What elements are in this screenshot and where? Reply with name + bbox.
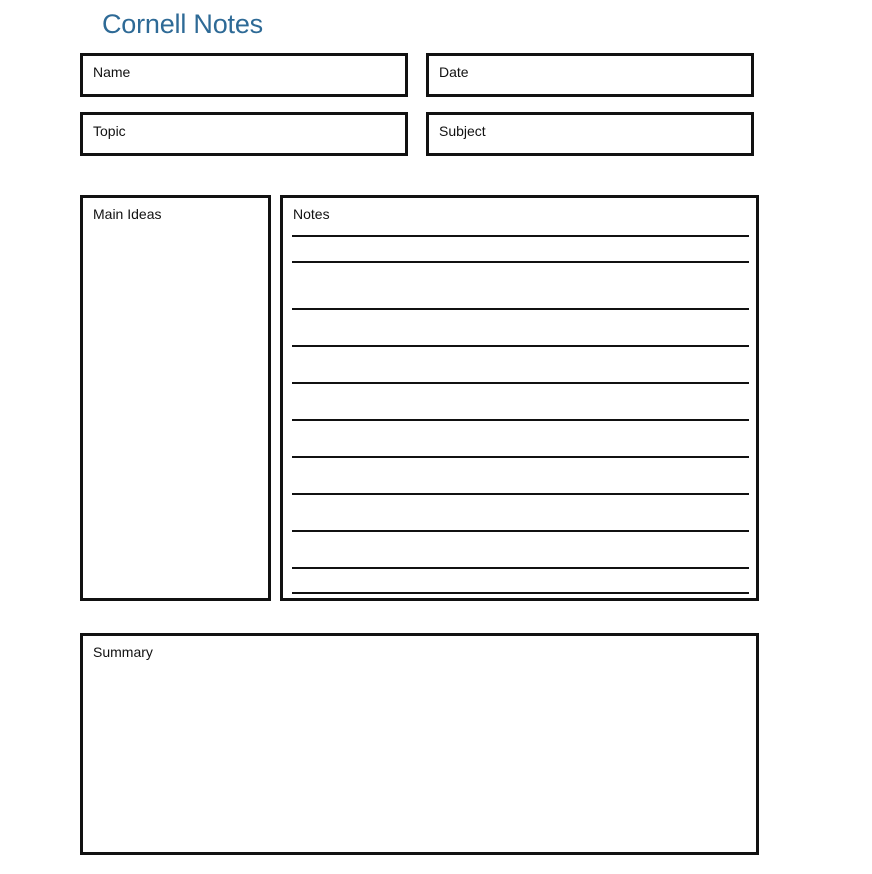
notes-rule-line [292, 456, 749, 458]
subject-label: Subject [439, 123, 486, 139]
notes-rule-line [292, 419, 749, 421]
notes-section[interactable] [280, 195, 759, 601]
notes-rule-line [292, 530, 749, 532]
notes-rule-line [292, 567, 749, 569]
name-field[interactable] [80, 53, 408, 97]
notes-rule-line [292, 308, 749, 310]
topic-field[interactable] [80, 112, 408, 156]
notes-rule-line [292, 261, 749, 263]
notes-rule-line [292, 382, 749, 384]
page-title: Cornell Notes [102, 9, 263, 39]
main-ideas-section[interactable] [80, 195, 271, 601]
main-ideas-label: Main Ideas [93, 206, 162, 222]
notes-label: Notes [293, 206, 330, 222]
subject-field[interactable] [426, 112, 754, 156]
notes-rule-line [292, 345, 749, 347]
summary-section[interactable] [80, 633, 759, 855]
topic-label: Topic [93, 123, 126, 139]
notes-rule-line [292, 592, 749, 594]
date-field[interactable] [426, 53, 754, 97]
date-label: Date [439, 64, 469, 80]
summary-label: Summary [93, 644, 153, 660]
notes-rule-line [292, 493, 749, 495]
name-label: Name [93, 64, 131, 80]
notes-rule-line [292, 235, 749, 237]
